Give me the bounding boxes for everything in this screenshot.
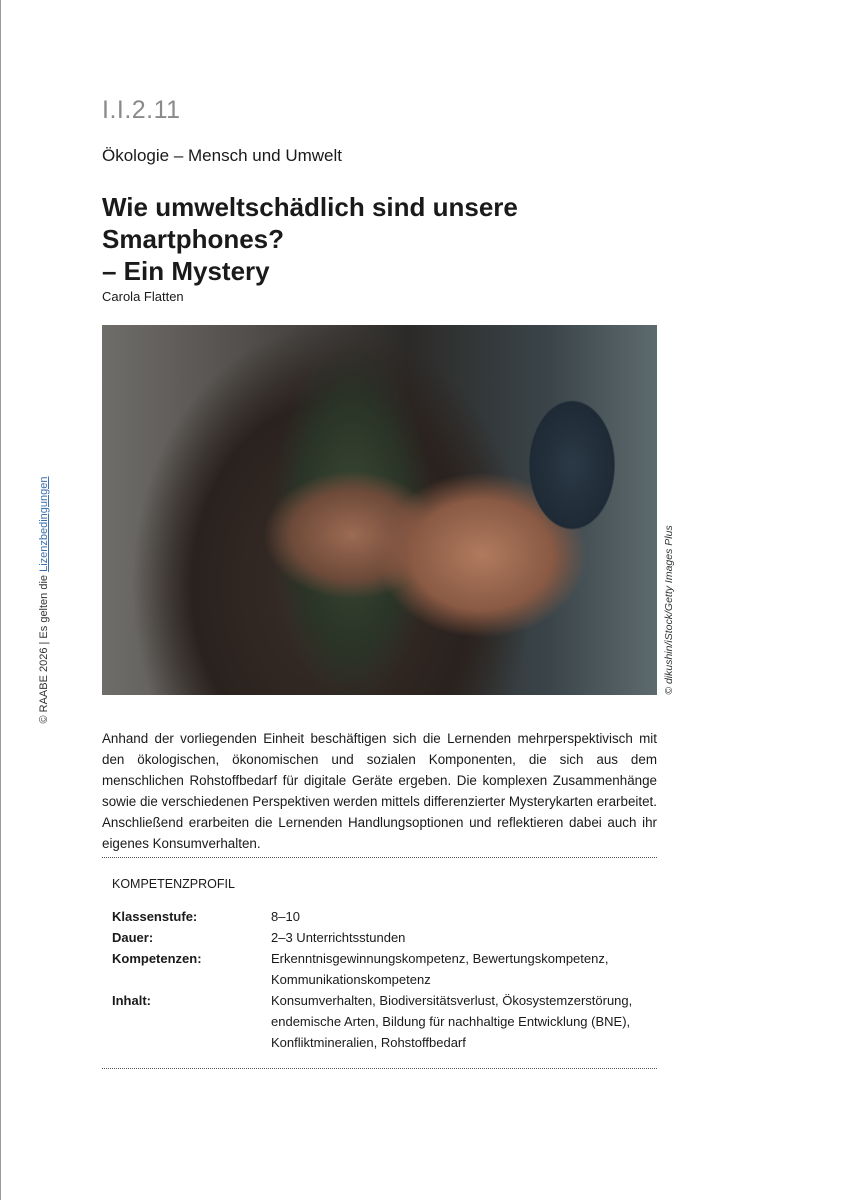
profile-row <box>112 906 657 927</box>
profile-title: KOMPETENZPROFIL <box>112 877 235 891</box>
page-title <box>102 191 662 287</box>
profile-value: 2–3 Unterrichtsstunden <box>271 930 406 945</box>
unit-code: I.I.2.11 <box>102 96 181 124</box>
license-link[interactable]: Lizenzbedingungen <box>38 476 50 572</box>
title-line-2: – Ein Mystery <box>102 256 270 286</box>
profile-value: Konsumverhalten, Biodiversitätsverlust, Ökosystemzerstörung, endemische Arten, Bildung für nachhaltige Entwicklung (BNE), Konfliktmineralien, Rohstoffbedarf <box>271 993 633 1050</box>
profile-label: Kompetenzen: <box>112 951 202 966</box>
copyright-notice <box>38 476 50 723</box>
divider <box>102 1068 657 1069</box>
profile-row <box>112 948 657 990</box>
profile-row <box>112 927 657 948</box>
divider <box>102 857 657 858</box>
smartphone-photo <box>102 325 657 695</box>
photo-credit: © dikushin/iStock/Getty Images Plus <box>663 525 675 695</box>
profile-label: Klassenstufe: <box>112 909 198 924</box>
profile-label: Inhalt: <box>112 993 151 1008</box>
copyright-text: © RAABE 2026 | Es gelten die <box>38 571 50 724</box>
title-line-1: Wie umweltschädlich sind unsere Smartphones? <box>102 192 518 254</box>
intro-paragraph: Anhand der vorliegenden Einheit beschäftigen sich die Lernenden mehrperspektivisch mit den ökologischen, ökonomischen und sozialen Komponenten, die sich aus dem menschlichen Rohstoffbedarf für digitale Geräte ergeben. Die komplexen Zusammenhänge sowie die verschiedenen Perspektiven werden mittels differenzierter Mysterykarten erarbeitet. Anschließend erarbeiten die Lernenden Handlungsoptionen und reflektieren dabei auch ihr eigenes Konsumverhalten. <box>102 731 657 851</box>
profile-value: Erkenntnisgewinnungskompetenz, Bewertungskompetenz, Kommunikationskompetenz <box>271 951 609 987</box>
profile-label: Dauer: <box>112 930 154 945</box>
topic-subtitle: Ökologie – Mensch und Umwelt <box>102 146 343 165</box>
profile-row <box>112 990 657 1053</box>
profile-value: 8–10 <box>271 909 300 924</box>
author: Carola Flatten <box>102 289 184 304</box>
